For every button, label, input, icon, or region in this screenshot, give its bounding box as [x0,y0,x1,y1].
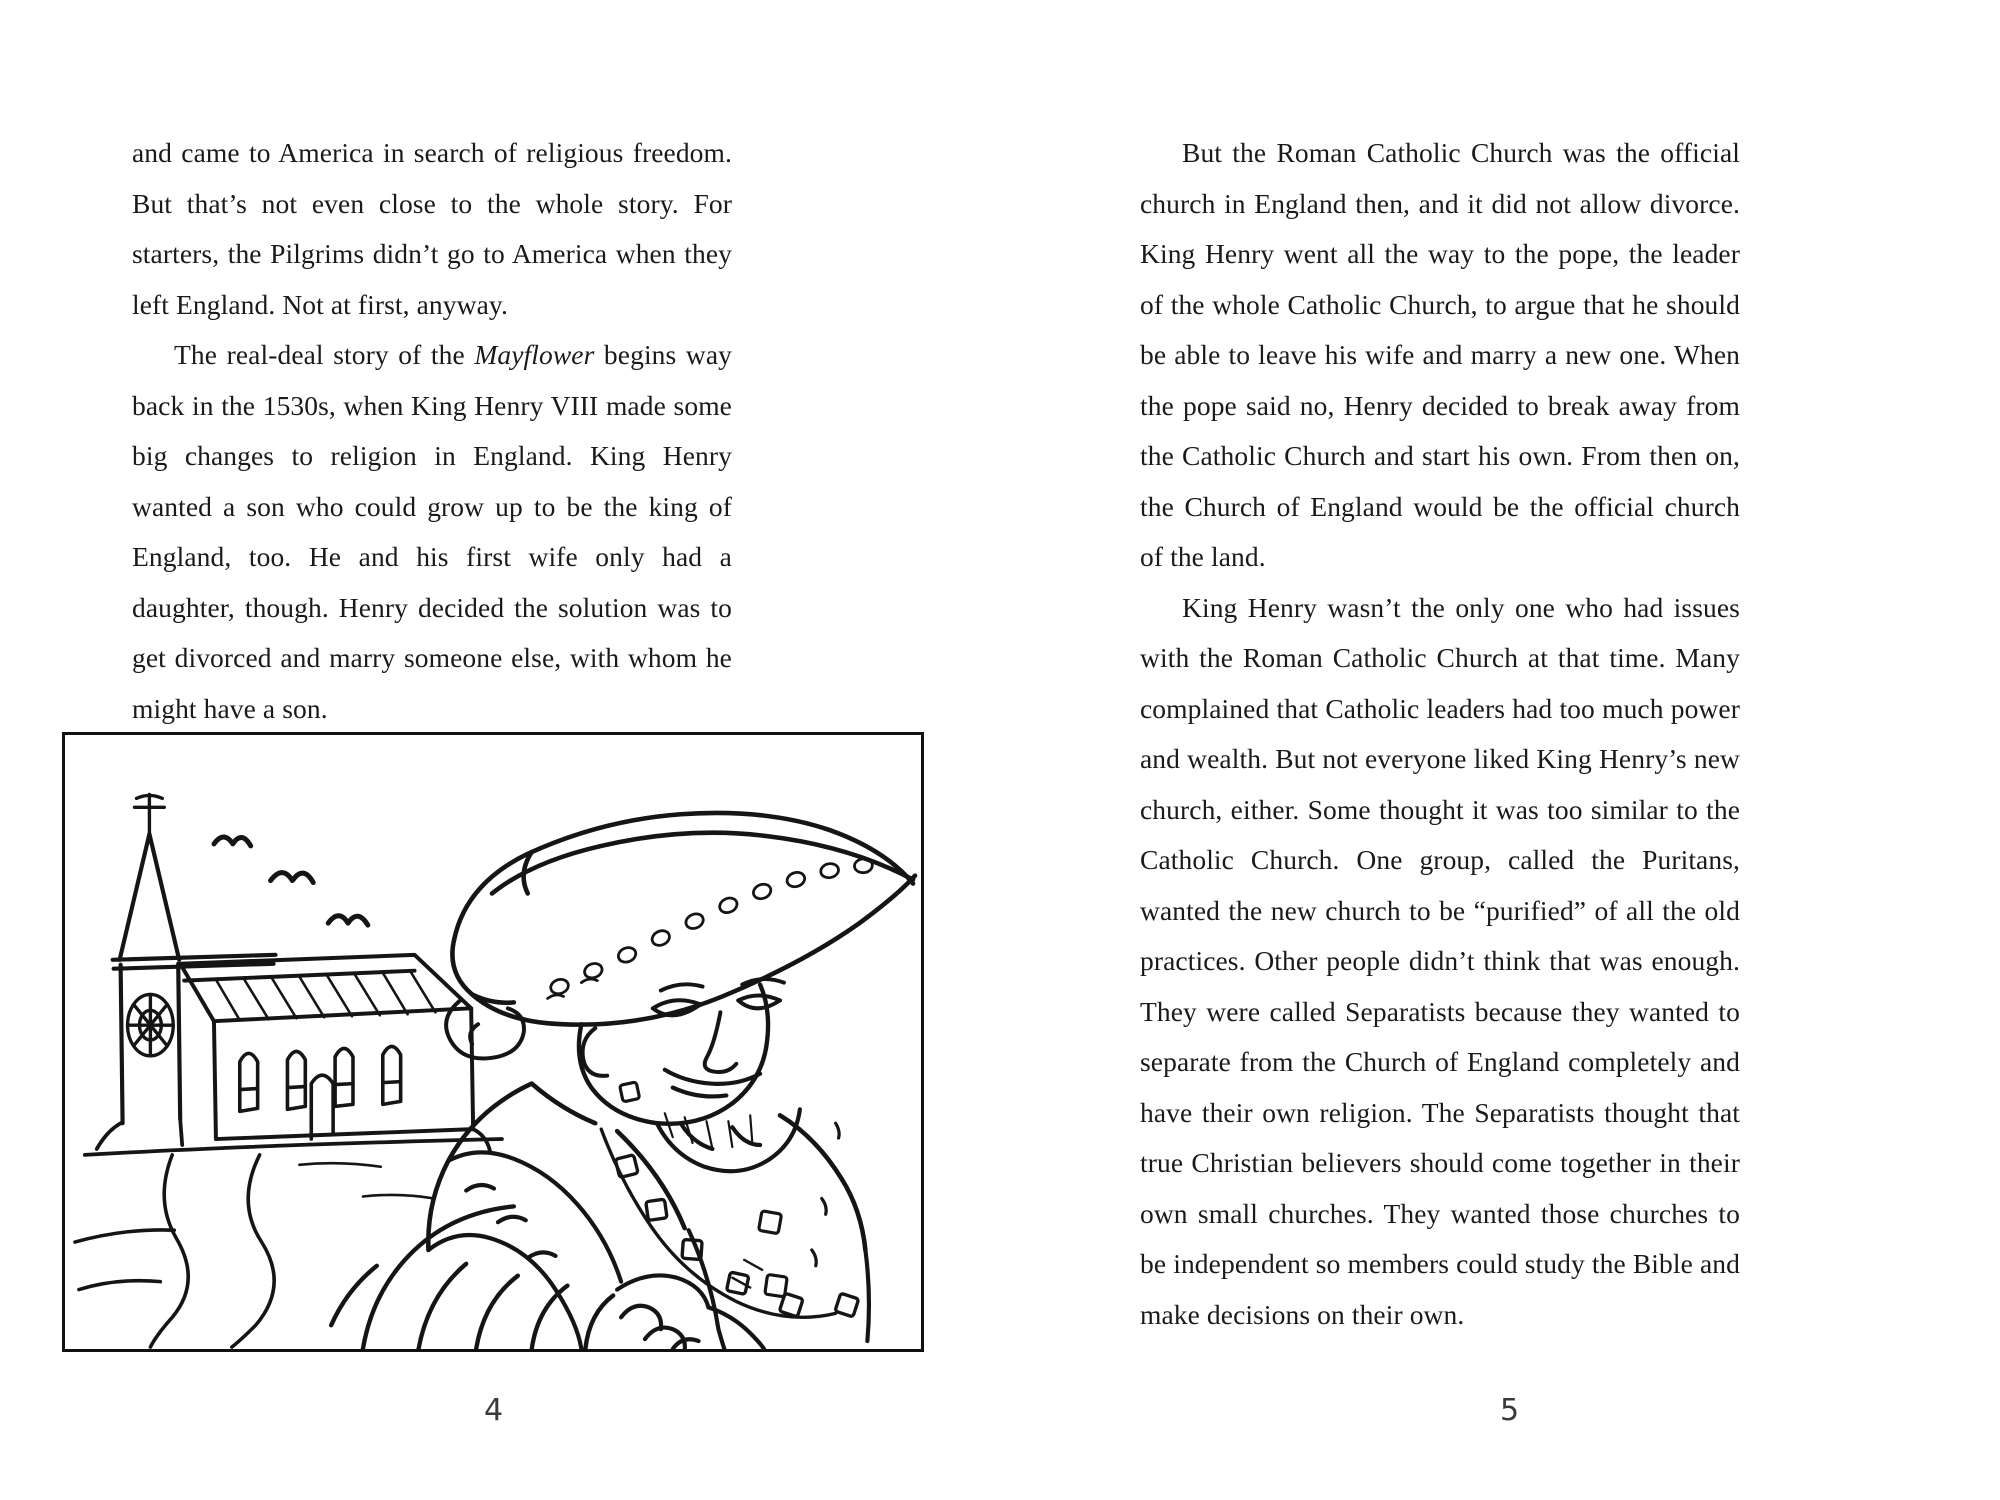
italic-title-mayflower: Mayflower [474,339,595,370]
king-henry-viii-and-church-sketch [65,735,921,1349]
henry-hat-jewels [548,858,873,999]
bird-2 [271,873,314,883]
winding-path [75,1155,274,1347]
paragraph-catholic-church: But the Roman Catholic Church was the official church in England then, and it did not allow divorce. King Henry went all the way to the pope, the leader of the whole Catholic Church, to argue that he should be able to leave his wife and marry a new one. When the pope said no, Henry decided to break away from the Catholic Church and start his own. From then on, the Church of England would be the official church of the land. [1140,137,1740,572]
page-number-left: 4 [483,1393,505,1428]
right-column-text [1140,128,1740,1340]
henry-sleeve-folds [331,1206,613,1349]
left-column-text [132,128,732,734]
church-door [311,1075,333,1139]
paragraph-text-before-italic: The real-deal story of the [174,339,475,370]
paragraph-continuation: and came to America in search of religious freedom. But that’s not even close to the whole story. For starters, the Pilgrims didn’t go to America when they left England. Not at first, anyway. [132,137,732,320]
illustration-frame [62,732,924,1352]
church-rose-window [128,994,174,1055]
page-number-right: 5 [1499,1393,1521,1428]
paragraph-text-after-italic: begins way back in the 1530s, when King Henry VIII made some big changes to religion in England. King Henry wanted a son who could grow up to be the king of England, too. He and his first wife only had a daughter, though. Henry decided the solution was to get divorced and marry someone else, with whom he might have a son. [132,339,732,724]
church-nave [214,1008,473,1139]
bird-3 [328,916,368,925]
henry-ear [583,1028,608,1076]
church-windows [240,1046,401,1111]
church-spire [120,834,180,960]
paragraph-puritans-separatists: King Henry wasn’t the only one who had issues with the Roman Catholic Church at that time. Many complained that Catholic leaders had too much power and wealth. But not everyone liked King Henry’s new church, either. Some thought it was too similar to the Catholic Church. One group, called the Puritans, wanted the new church to be “purified” of all the old practices. Other people didn’t think that was enough. They were called Separatists because they wanted to separate from the Church of England completely and have their own religion. The Separatists thought that true Christian believers should come together in their own small churches. They wanted those churches to be independent so members could study the Bible and make decisions on their own. [1140,591,1740,1330]
ground-hatch [299,1163,434,1198]
henry-hat [452,813,915,1025]
page-right [1000,0,2000,1500]
paragraph-mayflower-origin [132,330,732,734]
henry-nose [705,1012,737,1072]
henry-face [579,985,768,1124]
church-cross [135,794,165,834]
henry-hand [617,1275,764,1349]
bird-1 [214,837,251,846]
henry-robe-studs [620,1082,840,1297]
